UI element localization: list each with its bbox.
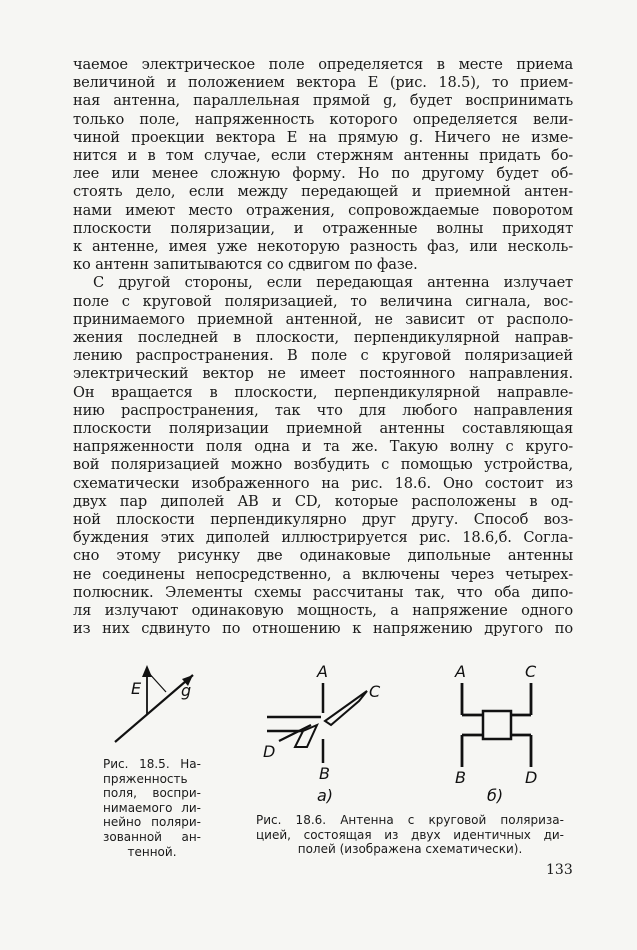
text-line: электрический вектор не имеет постоянного направления.	[73, 365, 573, 383]
label-c: C	[369, 682, 381, 701]
figures-area	[0, 645, 637, 885]
text-line: стоять дело, если между передающей и приемной антен-	[73, 183, 573, 201]
caption-line: цией, состоящая из двух идентичных ди-	[256, 827, 564, 842]
dipole-d-diag	[279, 725, 311, 741]
text-line: ной плоскости перпендикулярно друг другу. Способ воз-	[73, 511, 573, 529]
four-pole-network	[483, 711, 511, 739]
page-number: 133	[546, 862, 573, 878]
label-a: A	[317, 662, 328, 681]
label-b: B	[455, 768, 466, 787]
text-line: жения последней в плоскости, перпендикулярной направ-	[73, 329, 573, 347]
text-line: к антенне, имея уже некоторую разность фаз, или несколь-	[73, 238, 573, 256]
label-d: D	[263, 742, 276, 761]
figure-18-6a-diagram	[255, 655, 385, 805]
caption-line: нейно поляри-	[103, 815, 201, 830]
label-c: C	[525, 662, 537, 681]
text-line: нию распространения, так что для любого направления	[73, 401, 573, 419]
text-line: Он вращается в плоскости, перпендикулярной направле-	[73, 383, 573, 401]
label-d: D	[525, 768, 538, 787]
text-line: лению распространения. В поле с круговой поляризацией	[73, 347, 573, 365]
text-line: напряженности поля одна и та же. Такую волну с круго-	[73, 438, 573, 456]
text-line: из них сдвинуто по отношению к напряжению другого по	[73, 620, 573, 638]
label-e: E	[131, 679, 142, 698]
text-line: величиной и положением вектора E (рис. 18.5), то прием-	[73, 74, 573, 92]
text-line: двух пар диполей AB и CD, которые расположены в од-	[73, 492, 573, 510]
text-line: С другой стороны, если передающая антенна излучает	[93, 274, 573, 292]
label-b: B	[319, 764, 330, 783]
caption-line: поля, воспри-	[103, 786, 201, 801]
feed-lines-upper	[325, 691, 367, 725]
text-line: лее или менее сложную форму. Но по другому будет об-	[73, 165, 573, 183]
text-line: ко антенн запитываются со сдвигом по фазе.	[73, 256, 418, 274]
text-line: не соединены непосредственно, а включены через четырех-	[73, 565, 573, 583]
text-line: буждения этих диполей иллюстрируется рис. 18.6,б. Согла-	[73, 529, 573, 547]
figure-18-6-caption	[256, 813, 564, 857]
caption-line: зованной ан-	[103, 829, 201, 844]
caption-line: тенной.	[127, 844, 177, 859]
subfigure-label-b: б)	[487, 786, 504, 805]
text-line: ная антенна, параллельная прямой g, будет воспринимать	[73, 92, 573, 110]
label-g: g	[181, 681, 192, 700]
text-line: полюсник. Элементы схемы рассчитаны так, что оба дипо-	[73, 583, 573, 601]
caption-line: пряженность	[103, 771, 188, 786]
caption-line: Рис. 18.6. Антенна с круговой поляриза-	[256, 813, 564, 827]
text-line: чаемое электрическое поле определяется в месте приема	[73, 56, 573, 73]
caption-line: нимаемого ли-	[103, 800, 201, 815]
subfigure-label-a: а)	[317, 786, 334, 805]
projection-line	[147, 671, 166, 692]
figure-18-5-caption	[103, 757, 201, 859]
text-line: плоскости поляризации, и отраженные волны приходят	[73, 219, 573, 237]
caption-line: Рис. 18.5. На-	[103, 757, 201, 771]
text-line: нится и в том случае, если стержням антенны придать бо-	[73, 147, 573, 165]
caption-line: полей (изображена схематически).	[297, 842, 523, 857]
text-line: нами имеют место отражения, сопровождаемые поворотом	[73, 201, 573, 219]
figure-18-6b-diagram	[435, 655, 555, 805]
text-line: сно этому рисунку две одинаковые дипольные антенны	[73, 547, 573, 565]
text-line: только поле, напряженность которого определяется вели-	[73, 110, 573, 128]
body-text	[73, 56, 573, 639]
text-line: вой поляризацией можно возбудить с помощью устройства,	[73, 456, 573, 474]
text-line: чиной проекции вектора E на прямую g. Ничего не изме-	[73, 128, 573, 146]
text-line: принимаемого приемной антенной, не зависит от располо-	[73, 310, 573, 328]
text-line: плоскости поляризации приемной антенны составляющая	[73, 420, 573, 438]
text-line: поле с круговой поляризацией, то величина сигнала, вос-	[73, 292, 573, 310]
figure-18-5-diagram	[105, 657, 200, 752]
text-line: ля излучают одинаковую мощность, а напряжение одного	[73, 602, 573, 620]
text-line: схематически изображенного на рис. 18.6. Оно состоит из	[73, 474, 573, 492]
label-a: A	[455, 662, 466, 681]
